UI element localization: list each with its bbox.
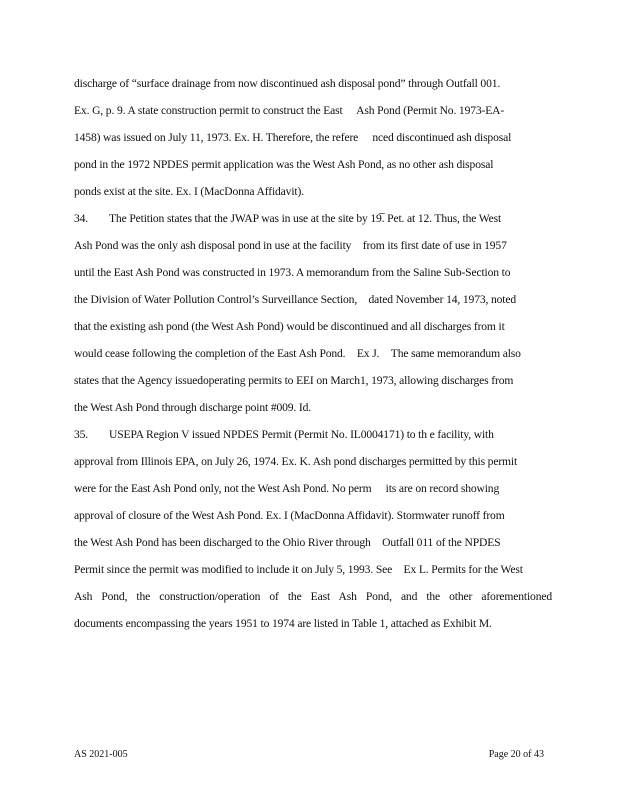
text-line: approval of closure of the West Ash Pond. Ex. I (MacDonna Affidavit). Stormwater runoff from <box>74 509 505 522</box>
text-line: were for the East Ash Pond only, not the West Ash Pond. No perm its are on record showing <box>74 482 500 495</box>
paragraph-number: 35. <box>74 428 89 441</box>
text-line: approval from Illinois EPA, on July 26, 1974. Ex. K. Ash pond discharges permitted by this permit <box>74 455 518 468</box>
paragraph-34 <box>74 205 552 421</box>
text-line: Ash Pond, the construction/operation of the East Ash Pond, and the other aforementioned <box>74 590 552 603</box>
text-line: pond in the 1972 NPDES permit application was the West Ash Pond, as no other ash disposal <box>74 158 494 171</box>
text-line: Ash Pond was the only ash disposal pond in use at the facility from its first date of use in 1957 <box>74 239 507 252</box>
text-line: until the East Ash Pond was constructed in 1973. A memorandum from the Saline Sub-Section to <box>74 266 511 279</box>
text-line: the Division of Water Pollution Control’s Surveillance Section, dated November 14, 1973, noted <box>74 293 516 306</box>
paragraph-33-continued <box>74 70 552 205</box>
footer-docket-number: AS 2021-005 <box>74 749 128 760</box>
text-line: The Petition states that the JWAP was in use at the site by 19̅. Pet. at 12. Thus, the West <box>109 212 502 225</box>
text-line: that the existing ash pond (the West Ash Pond) would be discontinued and all discharges from it <box>74 320 505 333</box>
text-line: the West Ash Pond has been discharged to the Ohio River through Outfall 011 of the NPDES <box>74 536 501 549</box>
document-body <box>74 70 552 637</box>
text-line: USEPA Region V issued NPDES Permit (Permit No. IL0004171) to th e facility, with <box>109 428 494 441</box>
footer-page-number: Page 20 of 43 <box>488 749 544 760</box>
text-line: Permit since the permit was modified to include it on July 5, 1993. See Ex L. Permits for the West <box>74 563 523 576</box>
text-line: would cease following the completion of the East Ash Pond. Ex J. The same memorandum also <box>74 347 521 360</box>
text-line: discharge of “surface drainage from now discontinued ash disposal pond” through Outfall 001. <box>74 77 501 90</box>
text-line: states that the Agency issuedoperating permits to EEI on March1, 1973, allowing discharges from <box>74 374 514 387</box>
text-line: the West Ash Pond through discharge point #009. Id. <box>74 401 312 414</box>
paragraph-35 <box>74 421 552 637</box>
text-line: ponds exist at the site. Ex. I (MacDonna Affidavit). <box>74 185 304 198</box>
paragraph-number: 34. <box>74 212 89 225</box>
paragraph-first-line <box>74 205 552 232</box>
text-line: Ex. G, p. 9. A state construction permit to construct the East Ash Pond (Permit No. 1973-EA- <box>74 104 505 117</box>
paragraph-first-line <box>74 421 552 448</box>
text-line: documents encompassing the years 1951 to 1974 are listed in Table 1, attached as Exhibit M. <box>74 617 492 630</box>
text-line: 1458) was issued on July 11, 1973. Ex. H. Therefore, the refere nced discontinued ash disposal <box>74 131 512 144</box>
